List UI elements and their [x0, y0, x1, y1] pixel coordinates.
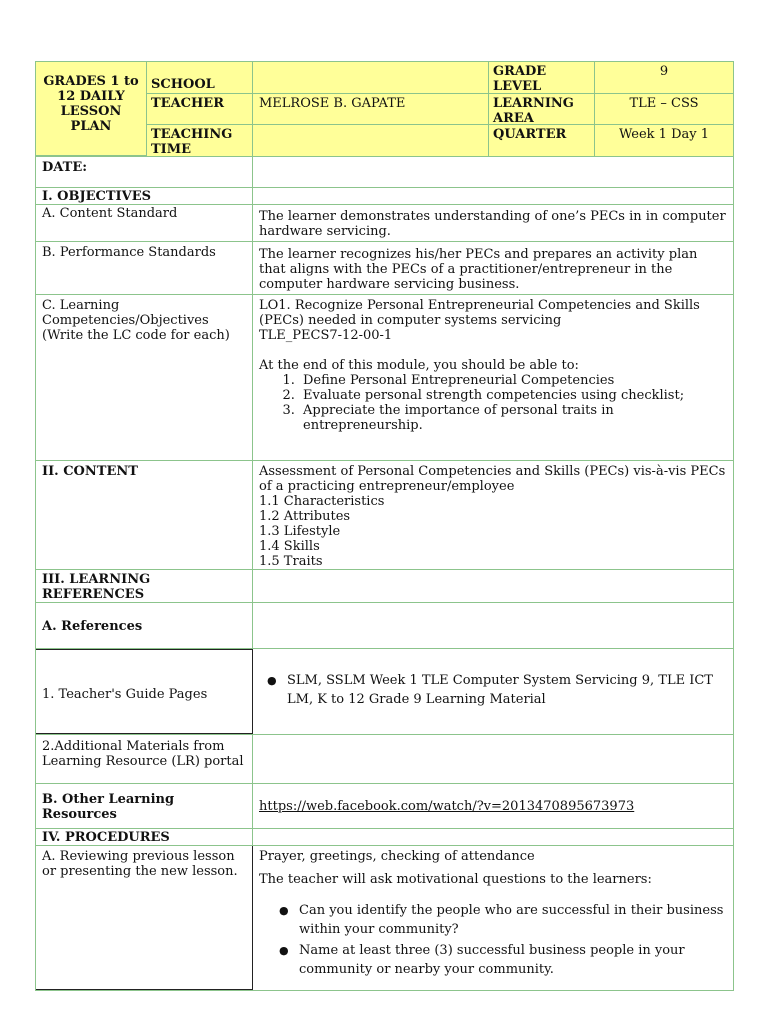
grade-level-label: GRADE LEVEL [489, 62, 595, 94]
header-table [35, 61, 734, 157]
competencies-lo: LO1. Recognize Personal Entrepreneurial Competencies and Skills (PECs) needed in computer systems servicing [259, 298, 700, 328]
procedures-a-cell [253, 846, 733, 990]
references-a-row [35, 603, 734, 649]
objectives-heading: I. OBJECTIVES [36, 188, 253, 204]
competencies-row [35, 295, 734, 461]
list-item: ● Can you identify the people who are successful in their business within your community? [299, 901, 727, 939]
references-heading: III. LEARNING REFERENCES [36, 570, 253, 602]
quarter-label: QUARTER [489, 125, 595, 156]
learning-area-label: LEARNING AREA [489, 94, 595, 125]
teachers-guide-row [35, 649, 734, 735]
references-a-empty [253, 603, 733, 648]
content-cell [253, 461, 733, 569]
date-value [253, 157, 733, 187]
procedures-a-label: A. Reviewing previous lesson or presenting the new lesson. [36, 846, 253, 990]
list-item: 1.5 Traits [259, 554, 323, 569]
performance-standards-label: B. Performance Standards [36, 242, 253, 294]
procedures-a-line1: Prayer, greetings, checking of attendance [259, 849, 535, 864]
teachers-guide-label: 1. Teacher's Guide Pages [36, 649, 253, 734]
procedures-heading-empty [253, 829, 733, 845]
competencies-code: TLE_PECS7-12-00-1 [259, 328, 393, 343]
list-item: 1.4 Skills [259, 539, 320, 554]
procedures-heading-row [35, 829, 734, 846]
objectives-heading-row [35, 188, 734, 205]
other-resources-link[interactable]: https://web.facebook.com/watch/?v=2013470895673973 [259, 799, 635, 814]
content-text: Assessment of Personal Competencies and Skills (PECs) vis-à-vis PECs of a practicing entrepreneur/employee [259, 464, 726, 494]
content-standard-row [35, 205, 734, 242]
list-item: 1. Define Personal Entrepreneurial Competencies [299, 373, 727, 388]
school-label: SCHOOL [147, 62, 253, 94]
procedures-a-line2: The teacher will ask motivational questions to the learners: [259, 872, 652, 887]
dlp-title: GRADES 1 to 12 DAILY LESSON PLAN [36, 62, 147, 156]
competencies-cell [253, 295, 733, 460]
list-item: 1.2 Attributes [259, 509, 351, 524]
additional-materials-empty [253, 735, 733, 783]
teacher-value: MELROSE B. GAPATE [253, 94, 489, 125]
teachers-guide-cell [253, 649, 733, 734]
references-a-label: A. References [36, 603, 253, 648]
objectives-heading-empty [253, 188, 733, 204]
competencies-label: C. Learning Competencies/Objectives (Write the LC code for each) [36, 295, 253, 460]
references-heading-empty [253, 570, 733, 602]
other-resources-row [35, 784, 734, 829]
learning-area-value: TLE – CSS [595, 94, 733, 125]
additional-materials-row [35, 735, 734, 784]
teachers-guide-text: ● SLM, SSLM Week 1 TLE Computer System Servicing 9, TLE ICT LM, K to 12 Grade 9 Learning Material [287, 671, 727, 709]
list-item: 3. Appreciate the importance of personal traits in entrepreneurship. [299, 403, 727, 433]
teaching-time-label: TEACHING TIME [147, 125, 253, 156]
list-item: 1.1 Characteristics [259, 494, 385, 509]
list-item: 1.3 Lifestyle [259, 524, 341, 539]
competencies-list [259, 373, 727, 433]
school-value [253, 62, 489, 94]
other-resources-cell [253, 784, 733, 828]
performance-standards-text: The learner recognizes his/her PECs and prepares an activity plan that aligns with the PECs of a practitioner/entrepreneur in the computer hardware servicing business. [259, 247, 698, 292]
list-item: ● Name at least three (3) successful business people in your community or nearby your community. [299, 941, 727, 979]
additional-materials-label: 2.Additional Materials from Learning Resource (LR) portal [36, 735, 253, 783]
teacher-label: TEACHER [147, 94, 253, 125]
content-standard-text: The learner demonstrates understanding of one’s PECs in in computer hardware servicing. [259, 209, 726, 239]
content-heading: II. CONTENT [36, 461, 253, 569]
content-row [35, 461, 734, 570]
grade-level-value: 9 [595, 62, 733, 94]
competencies-intro: At the end of this module, you should be able to: [259, 358, 579, 373]
procedures-a-row [35, 846, 734, 991]
references-heading-row [35, 570, 734, 603]
date-row [35, 157, 734, 188]
teaching-time-value [253, 125, 489, 156]
date-label: DATE: [36, 157, 253, 187]
list-item: 2. Evaluate personal strength competencies using checklist; [299, 388, 727, 403]
procedures-heading: IV. PROCEDURES [36, 829, 253, 845]
performance-standards-row [35, 242, 734, 295]
other-resources-label: B. Other Learning Resources [36, 784, 253, 828]
quarter-value: Week 1 Day 1 [618, 127, 710, 142]
content-standard-label: A. Content Standard [36, 205, 253, 241]
